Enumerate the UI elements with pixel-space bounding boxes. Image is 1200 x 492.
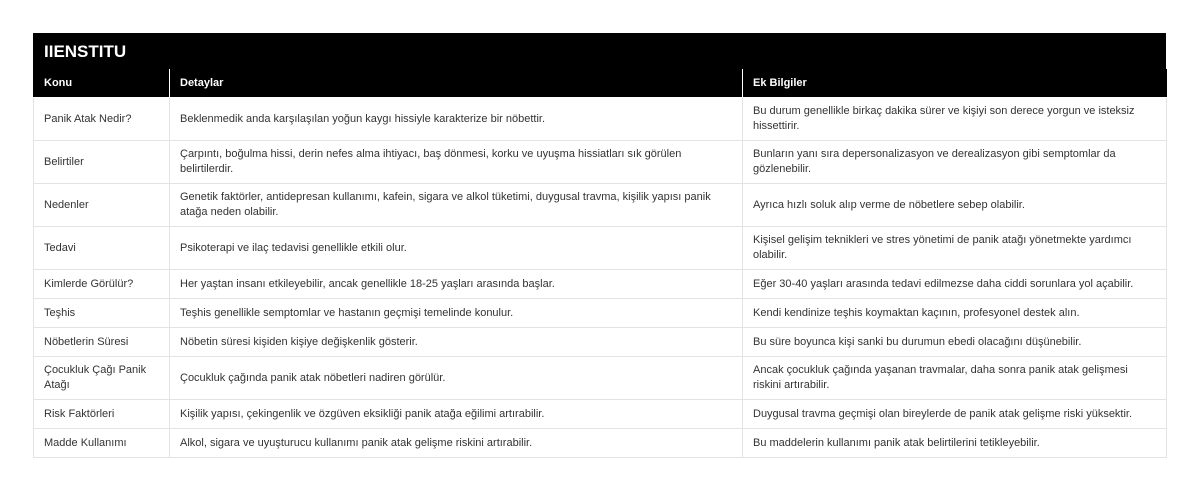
cell-konu: Kimlerde Görülür? (34, 270, 170, 299)
table-row (34, 299, 1167, 328)
cell-ek-bilgiler: Kendi kendinize teşhis koymaktan kaçının, profesyonel destek alın. (743, 299, 1167, 328)
cell-ek-bilgiler: Duygusal travma geçmişi olan bireylerde de panik atak gelişme riski yüksektir. (743, 400, 1167, 429)
header-detaylar: Detaylar (170, 69, 743, 98)
header-ek-bilgiler: Ek Bilgiler (743, 69, 1167, 98)
cell-konu: Panik Atak Nedir? (34, 98, 170, 141)
cell-ek-bilgiler: Ayrıca hızlı soluk alıp verme de nöbetlere sebep olabilir. (743, 184, 1167, 227)
cell-detaylar: Kişilik yapısı, çekingenlik ve özgüven eksikliği panik atağa eğilimi artırabilir. (170, 400, 743, 429)
table-row (34, 98, 1167, 141)
cell-konu: Belirtiler (34, 141, 170, 184)
cell-detaylar: Nöbetin süresi kişiden kişiye değişkenlik gösterir. (170, 328, 743, 357)
brand-title: IIENSTITU (33, 33, 1166, 69)
cell-ek-bilgiler: Bu süre boyunca kişi sanki bu durumun ebedi olacağını düşünebilir. (743, 328, 1167, 357)
cell-konu: Risk Faktörleri (34, 400, 170, 429)
cell-ek-bilgiler: Kişisel gelişim teknikleri ve stres yönetimi de panik atağı yönetmekte yardımcı olabilir. (743, 227, 1167, 270)
cell-konu: Tedavi (34, 227, 170, 270)
table-row (34, 184, 1167, 227)
cell-detaylar: Beklenmedik anda karşılaşılan yoğun kaygı hissiyle karakterize bir nöbettir. (170, 98, 743, 141)
header-konu: Konu (34, 69, 170, 98)
table-header-row (34, 69, 1167, 98)
table-row (34, 227, 1167, 270)
cell-ek-bilgiler: Ancak çocukluk çağında yaşanan travmalar, daha sonra panik atak gelişmesi riskini artırabilir. (743, 357, 1167, 400)
cell-ek-bilgiler: Bu maddelerin kullanımı panik atak belirtilerini tetikleyebilir. (743, 429, 1167, 458)
cell-detaylar: Alkol, sigara ve uyuşturucu kullanımı panik atak gelişme riskini artırabilir. (170, 429, 743, 458)
cell-konu: Nedenler (34, 184, 170, 227)
cell-detaylar: Genetik faktörler, antidepresan kullanımı, kafein, sigara ve alkol tüketimi, duygusal travma, kişilik yapısı panik atağa neden olabilir. (170, 184, 743, 227)
table-row (34, 357, 1167, 400)
info-table (33, 69, 1167, 458)
cell-konu: Teşhis (34, 299, 170, 328)
table-row (34, 400, 1167, 429)
cell-ek-bilgiler: Bunların yanı sıra depersonalizasyon ve derealizasyon gibi semptomlar da gözlenebilir. (743, 141, 1167, 184)
cell-detaylar: Çarpıntı, boğulma hissi, derin nefes alma ihtiyacı, baş dönmesi, korku ve uyuşma hissiatları sık görülen belirtilerdir. (170, 141, 743, 184)
content-table-container (33, 33, 1166, 458)
cell-detaylar: Çocukluk çağında panik atak nöbetleri nadiren görülür. (170, 357, 743, 400)
table-row (34, 270, 1167, 299)
cell-ek-bilgiler: Eğer 30-40 yaşları arasında tedavi edilmezse daha ciddi sorunlara yol açabilir. (743, 270, 1167, 299)
cell-detaylar: Teşhis genellikle semptomlar ve hastanın geçmişi temelinde konulur. (170, 299, 743, 328)
table-row (34, 429, 1167, 458)
cell-konu: Çocukluk Çağı Panik Atağı (34, 357, 170, 400)
cell-ek-bilgiler: Bu durum genellikle birkaç dakika sürer ve kişiyi son derece yorgun ve isteksiz hissettirir. (743, 98, 1167, 141)
table-row (34, 328, 1167, 357)
cell-konu: Nöbetlerin Süresi (34, 328, 170, 357)
cell-konu: Madde Kullanımı (34, 429, 170, 458)
table-row (34, 141, 1167, 184)
cell-detaylar: Psikoterapi ve ilaç tedavisi genellikle etkili olur. (170, 227, 743, 270)
cell-detaylar: Her yaştan insanı etkileyebilir, ancak genellikle 18-25 yaşları arasında başlar. (170, 270, 743, 299)
